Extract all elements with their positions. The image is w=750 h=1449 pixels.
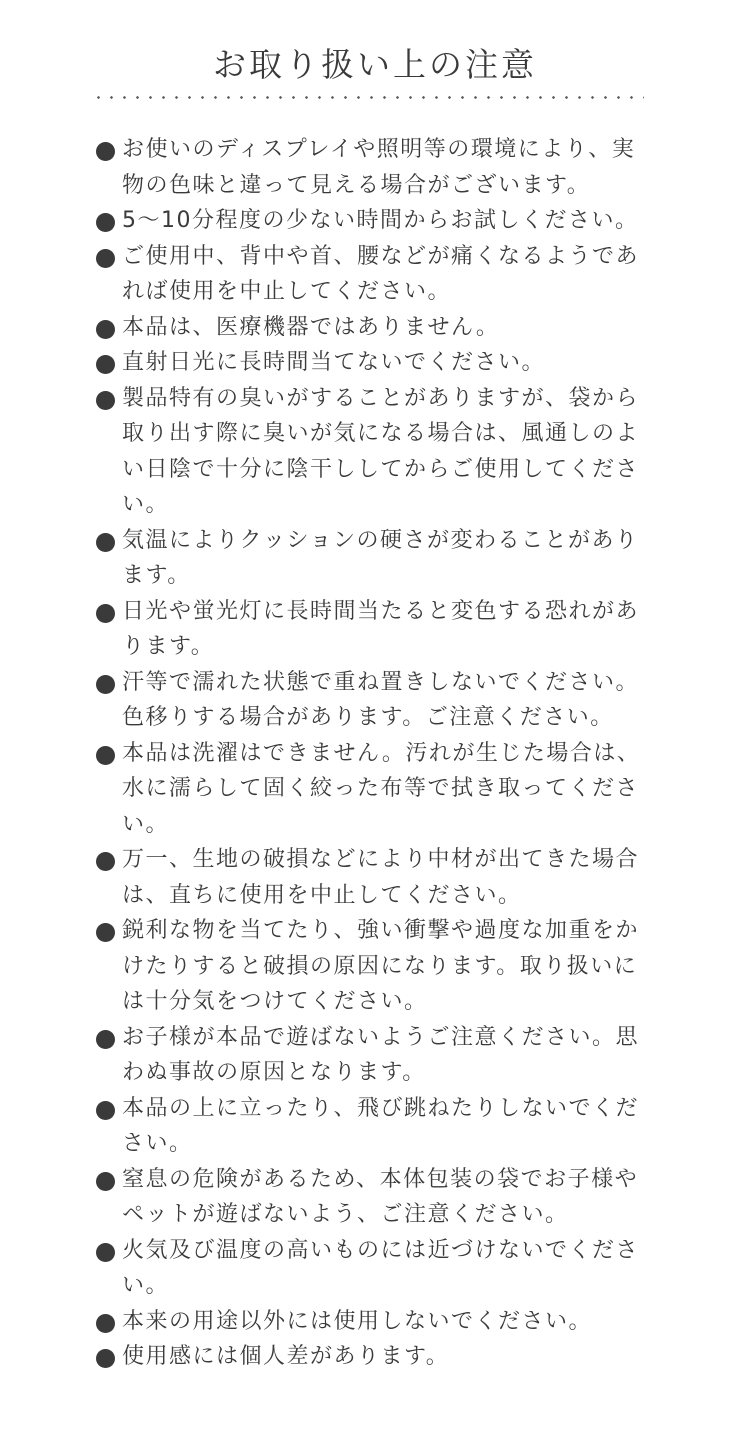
bullet-icon [96, 1030, 115, 1049]
caution-text: お子様が本品で遊ばないようご注意ください。思わぬ事故の原因となります。 [122, 1024, 640, 1085]
caution-text: 火気及び温度の高いものには近づけないでください。 [122, 1237, 640, 1298]
caution-item [96, 1020, 652, 1091]
caution-item [96, 1162, 652, 1233]
bullet-icon [96, 852, 115, 871]
caution-item [96, 594, 652, 665]
bullet-icon [96, 1314, 115, 1333]
caution-text: 本品の上に立ったり、飛び跳ねたりしないでください。 [122, 1095, 640, 1156]
caution-text: 本品は、医療機器ではありません。 [122, 314, 500, 340]
bullet-icon [96, 1349, 115, 1368]
bullet-icon [96, 355, 115, 374]
caution-item [96, 842, 652, 913]
caution-text: 気温によりクッションの硬さが変わることがあります。 [122, 527, 639, 588]
caution-text: お使いのディスプレイや照明等の環境により、実物の色味と違って見える場合がございます。 [122, 137, 636, 198]
caution-text: 窒息の危険があるため、本体包装の袋でお子様やペットが遊ばないよう、ご注意ください。 [122, 1166, 639, 1227]
caution-text: 鋭利な物を当てたり、強い衝撃や過度な加重をかけたりすると破損の原因になります。取り扱いには十分気をつけてください。 [122, 918, 640, 1014]
page-title: お取り扱い上の注意 [213, 45, 537, 85]
caution-list [96, 132, 652, 1375]
caution-text: 日光や蛍光灯に長時間当たると変色する恐れがあります。 [122, 598, 640, 659]
caution-item [96, 132, 652, 203]
bullet-icon [96, 1243, 115, 1262]
caution-text: 本品は洗濯はできません。汚れが生じた場合は、水に濡らして固く絞った布等で拭き取ってください。 [122, 740, 641, 837]
caution-text: ご使用中、背中や首、腰などが痛くなるようであれば使用を中止してください。 [122, 243, 640, 304]
caution-item [96, 913, 652, 1020]
caution-item [96, 1091, 652, 1162]
caution-item [96, 523, 652, 594]
caution-item [96, 736, 652, 843]
caution-item [96, 310, 652, 346]
dotted-divider [92, 96, 644, 99]
caution-text: 5～10分程度の少ない時間からお試しください。 [122, 208, 639, 233]
bullet-icon [96, 391, 115, 410]
bullet-icon [96, 746, 115, 765]
caution-text: 本来の用途以外には使用しないでください。 [122, 1308, 593, 1334]
bullet-icon [96, 1101, 115, 1120]
caution-item [96, 203, 652, 239]
caution-item [96, 345, 652, 381]
caution-item [96, 1304, 652, 1340]
caution-text: 万一、生地の破損などにより中材が出てきた場合は、直ちに使用を中止してください。 [122, 847, 640, 908]
bullet-icon [96, 213, 115, 232]
caution-item [96, 1339, 652, 1375]
bullet-icon [96, 249, 115, 268]
caution-text: 直射日光に長時間当てないでください。 [122, 350, 546, 375]
bullet-icon [96, 604, 115, 623]
bullet-icon [96, 1172, 115, 1191]
caution-item [96, 665, 652, 736]
bullet-icon [96, 533, 115, 552]
caution-item [96, 239, 652, 310]
caution-text: 使用感には個人差があります。 [122, 1344, 450, 1369]
bullet-icon [96, 320, 115, 339]
caution-item [96, 1233, 652, 1304]
bullet-icon [96, 675, 115, 694]
bullet-icon [96, 142, 115, 161]
caution-item [96, 381, 652, 523]
caution-text: 汗等で濡れた状態で重ね置きしないでください。色移りする場合があります。ご注意ください。 [122, 669, 640, 730]
bullet-icon [96, 923, 115, 942]
caution-text: 製品特有の臭いがすることがありますが、袋から取り出す際に臭いが気になる場合は、風通しのよい日陰で十分に陰干ししてからご使用してください。 [122, 385, 640, 517]
